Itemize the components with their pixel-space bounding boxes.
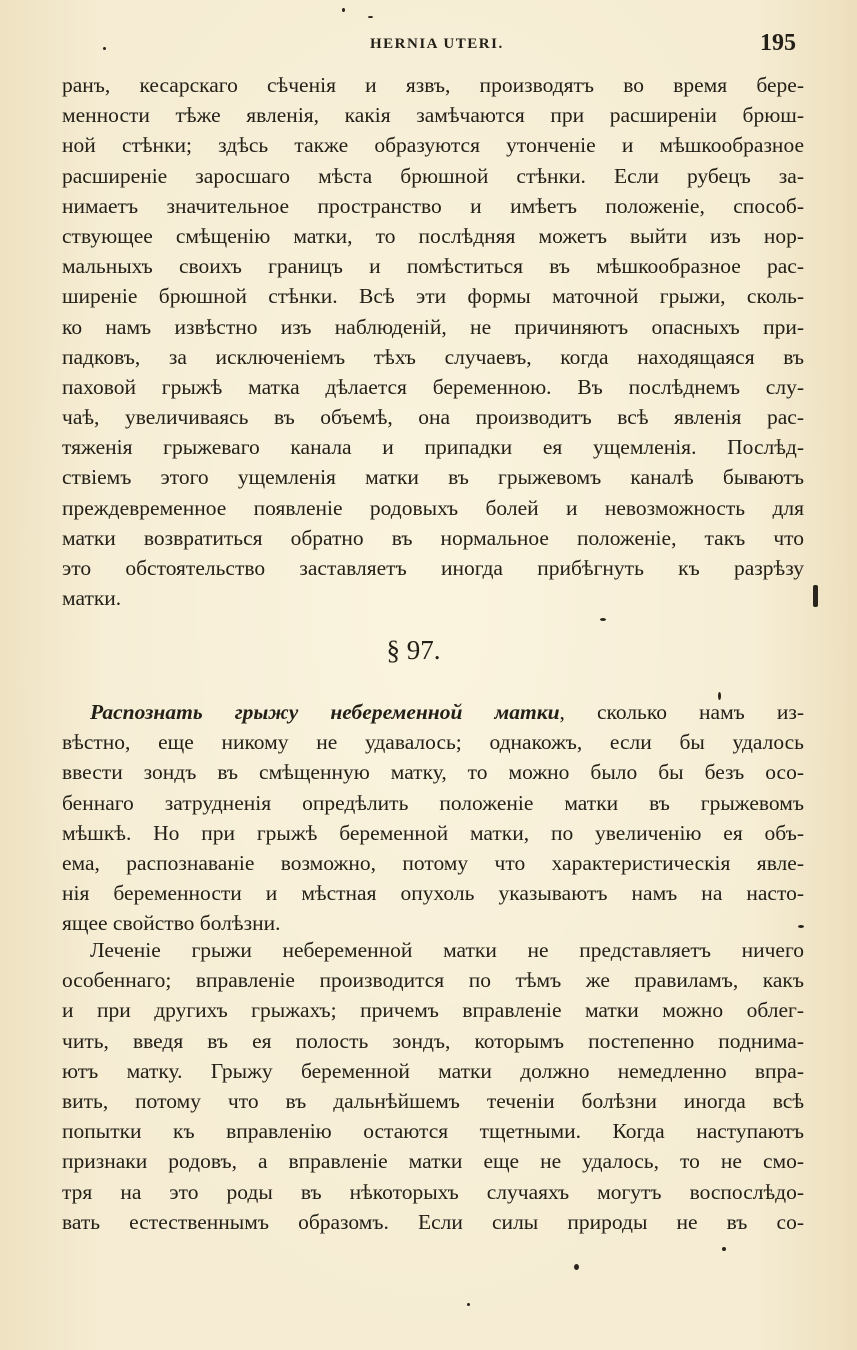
text-line: ной стѣнки; здѣсь также образуются утонченіе и мѣшкообразное (62, 133, 804, 158)
ink-speck (813, 585, 818, 607)
text-line: тря на это роды въ нѣкоторыхъ случаяхъ могутъ воспослѣдо- (62, 1179, 804, 1204)
text-line: нимаетъ значительное пространство и имѣетъ положеніе, способ- (62, 193, 804, 218)
running-head: HERNIA UTERI. (370, 36, 504, 52)
ink-speck (342, 8, 345, 12)
ink-speck (467, 1303, 470, 1306)
page-header (0, 30, 857, 60)
section-number: § 97. (386, 635, 441, 665)
ink-speck (574, 1264, 579, 1270)
text-line: вать естественнымъ образомъ. Если силы природы не въ со- (62, 1209, 804, 1234)
text-line: преждевременное появленіе родовыхъ болей и невозможность для (62, 495, 804, 520)
text-line: особеннаго; вправленіе производится по тѣмъ же правиламъ, какъ (62, 968, 804, 993)
text-line: менности тѣже явленія, какія замѣчаются при расширеніи брюш- (62, 103, 804, 128)
paragraph-diagnosis (62, 697, 804, 939)
text-line: матки возвратиться обратно въ нормальное положеніе, такъ что (62, 525, 804, 550)
text-line: это обстоятельство заставляетъ иногда прибѣгнуть къ разрѣзу (62, 556, 804, 580)
text-line: ввести зондъ въ смѣщенную матку, то можно было бы безъ осо- (62, 760, 804, 785)
text-line: попытки къ вправленію остаются тщетными. Когда наступаютъ (62, 1119, 804, 1144)
text-line: мальныхъ своихъ границъ и помѣститься въ мѣшкообразное рас- (62, 254, 804, 279)
text-line (62, 697, 804, 727)
ink-speck (798, 925, 804, 928)
text-line: ствіемъ этого ущемленія матки въ грыжевомъ каналѣ бываютъ (62, 465, 804, 490)
text-line: ема, распознаваніе возможно, потому что характеристическія явле- (62, 850, 804, 875)
text-line: ко намъ извѣстно изъ наблюденій, не причиняютъ опасныхъ при- (62, 314, 804, 339)
text-line: ширеніе брюшной стѣнки. Всѣ эти формы маточной грыжи, сколь- (62, 284, 804, 309)
text-line: матки. (62, 586, 122, 611)
page-number: 195 (760, 30, 796, 56)
text-line: нія беременности и мѣстная опухоль указываютъ намъ на насто- (62, 881, 804, 906)
text-line: расширеніе заросшаго мѣста брюшной стѣнки. Если рубецъ за- (62, 163, 804, 188)
text-line: ранъ, кесарскаго сѣченія и язвъ, производятъ во время бере- (62, 73, 804, 97)
ink-speck (103, 47, 106, 50)
text-line: чить, введя въ ея полость зондъ, которымъ постепенно поднима- (62, 1028, 804, 1053)
ink-speck (600, 618, 606, 621)
text-line: беннаго затрудненія опредѣлить положеніе матки въ грыжевомъ (62, 790, 804, 815)
text-line: тяженія грыжеваго канала и припадки ея ущемленія. Послѣд- (62, 435, 804, 460)
ink-speck (368, 16, 373, 18)
text-line: чаѣ, увеличиваясь въ объемѣ, она производитъ всѣ явленія рас- (62, 405, 804, 430)
paragraph-continued (62, 70, 804, 613)
italic-lead: Распознать грыжу небеременной матки (90, 700, 560, 724)
section-heading (0, 635, 857, 666)
text-run: , сколько намъ из- (559, 700, 804, 724)
ink-speck (722, 1247, 726, 1251)
text-line: мѣшкѣ. Но при грыжѣ беременной матки, по увеличенію ея объ- (62, 820, 804, 845)
text-line: ствующее смѣщенію матки, то послѣдняя можетъ выйти изъ нор- (62, 223, 804, 248)
text-line: ящее свойство болѣзни. (62, 911, 281, 936)
text-line: вить, потому что въ дальнѣйшемъ теченіи болѣзни иногда всѣ (62, 1088, 804, 1113)
ink-speck (718, 692, 721, 700)
text-line: признаки родовъ, а вправленіе матки еще не удалось, то не смо- (62, 1149, 804, 1174)
text-line: ютъ матку. Грыжу беременной матки должно немедленно впра- (62, 1058, 804, 1083)
text-line: падковъ, за исключеніемъ тѣхъ случаевъ, когда находящаяся въ (62, 344, 804, 369)
text-line: вѣстно, еще никому не удавалось; однакожъ, если бы удалось (62, 730, 804, 755)
paragraph-treatment (62, 935, 804, 1237)
text-line: и при другихъ грыжахъ; причемъ вправленіе матки можно облег- (62, 998, 804, 1023)
text-line: Леченіе грыжи небеременной матки не представляетъ ничего (90, 938, 804, 962)
text-line: паховой грыжѣ матка дѣлается беременною. Въ послѣднемъ слу- (62, 374, 804, 399)
